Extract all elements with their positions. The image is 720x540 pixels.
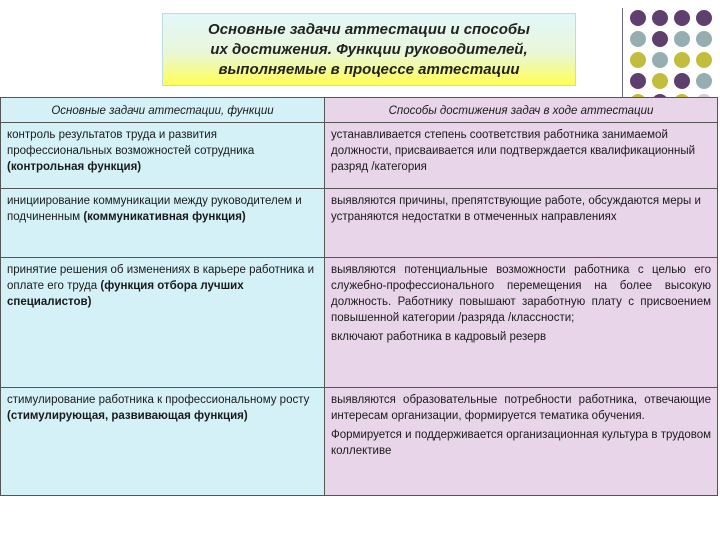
- decor-dot: [652, 31, 668, 47]
- decor-dot: [696, 52, 712, 68]
- decor-dot: [674, 31, 690, 47]
- slide-title: [162, 13, 576, 86]
- table-row: [1, 388, 718, 496]
- method-cell: [325, 258, 718, 388]
- table-row: [1, 189, 718, 258]
- title-line-3: выполняемые в процессе аттестации: [218, 60, 520, 78]
- table-row: [1, 258, 718, 388]
- function-label: (коммуникативная функция): [83, 211, 246, 223]
- decor-dot: [696, 31, 712, 47]
- task-cell: [1, 258, 325, 388]
- function-label: (функция отбора лучших специалистов): [7, 280, 244, 308]
- method-text: выявляются причины, препятствующие работе, обсуждаются меры и устраняются недостатки в отмеченных направлениях: [331, 195, 701, 223]
- task-cell: [1, 189, 325, 258]
- decor-dot: [652, 73, 668, 89]
- method-extra-text: Формируется и поддерживается организационная культура в трудовом коллективе: [331, 429, 711, 457]
- method-text: выявляются потенциальные возможности работника с целью его служебно-профессионального перемещения на более высокую должность. Работнику повышают заработную плату с присвоением повышенной категории /разряда /классности;: [331, 264, 711, 324]
- header-methods: Способы достижения задач в ходе аттестации: [325, 98, 718, 123]
- decor-dot: [696, 73, 712, 89]
- decor-dot: [630, 73, 646, 89]
- decor-dot: [674, 73, 690, 89]
- decor-dot: [674, 52, 690, 68]
- decor-dot: [674, 10, 690, 26]
- title-line-2: их достижения. Функции руководителей,: [210, 40, 528, 58]
- task-cell: [1, 123, 325, 189]
- decor-dot: [652, 52, 668, 68]
- task-text: контроль результатов труда и развития профессиональных возможностей сотрудника: [7, 129, 255, 157]
- decor-dot: [630, 10, 646, 26]
- tasks-table: [0, 97, 718, 496]
- function-label: (стимулирующая, развивающая функция): [7, 410, 248, 422]
- method-extra-text: включают работника в кадровый резерв: [331, 331, 547, 343]
- method-cell: [325, 388, 718, 496]
- decor-dot: [652, 10, 668, 26]
- function-label: (контрольная функция): [7, 161, 142, 173]
- decor-dot: [696, 10, 712, 26]
- method-cell: [325, 189, 718, 258]
- decor-dot: [630, 52, 646, 68]
- method-text: выявляются образовательные потребности работника, отвечающие интересам организации, формируется тематика обучения.: [331, 394, 711, 422]
- task-text: стимулирование работника к профессиональному росту: [7, 394, 310, 406]
- table-row: [1, 123, 718, 189]
- task-cell: [1, 388, 325, 496]
- table-header-row: [1, 98, 718, 123]
- title-line-1: Основные задачи аттестации и способы: [208, 20, 530, 38]
- method-cell: [325, 123, 718, 189]
- decor-dot: [630, 31, 646, 47]
- method-text: устанавливается степень соответствия работника занимаемой должности, присваивается или подтверждается квалификационный разряд /категория: [331, 129, 696, 173]
- header-tasks: Основные задачи аттестации, функции: [1, 98, 325, 123]
- task-text: принятие решения об изменениях в карьере работника и оплате его труда: [7, 264, 315, 292]
- task-text: инициирование коммуникации между руководителем и подчиненным: [7, 195, 302, 223]
